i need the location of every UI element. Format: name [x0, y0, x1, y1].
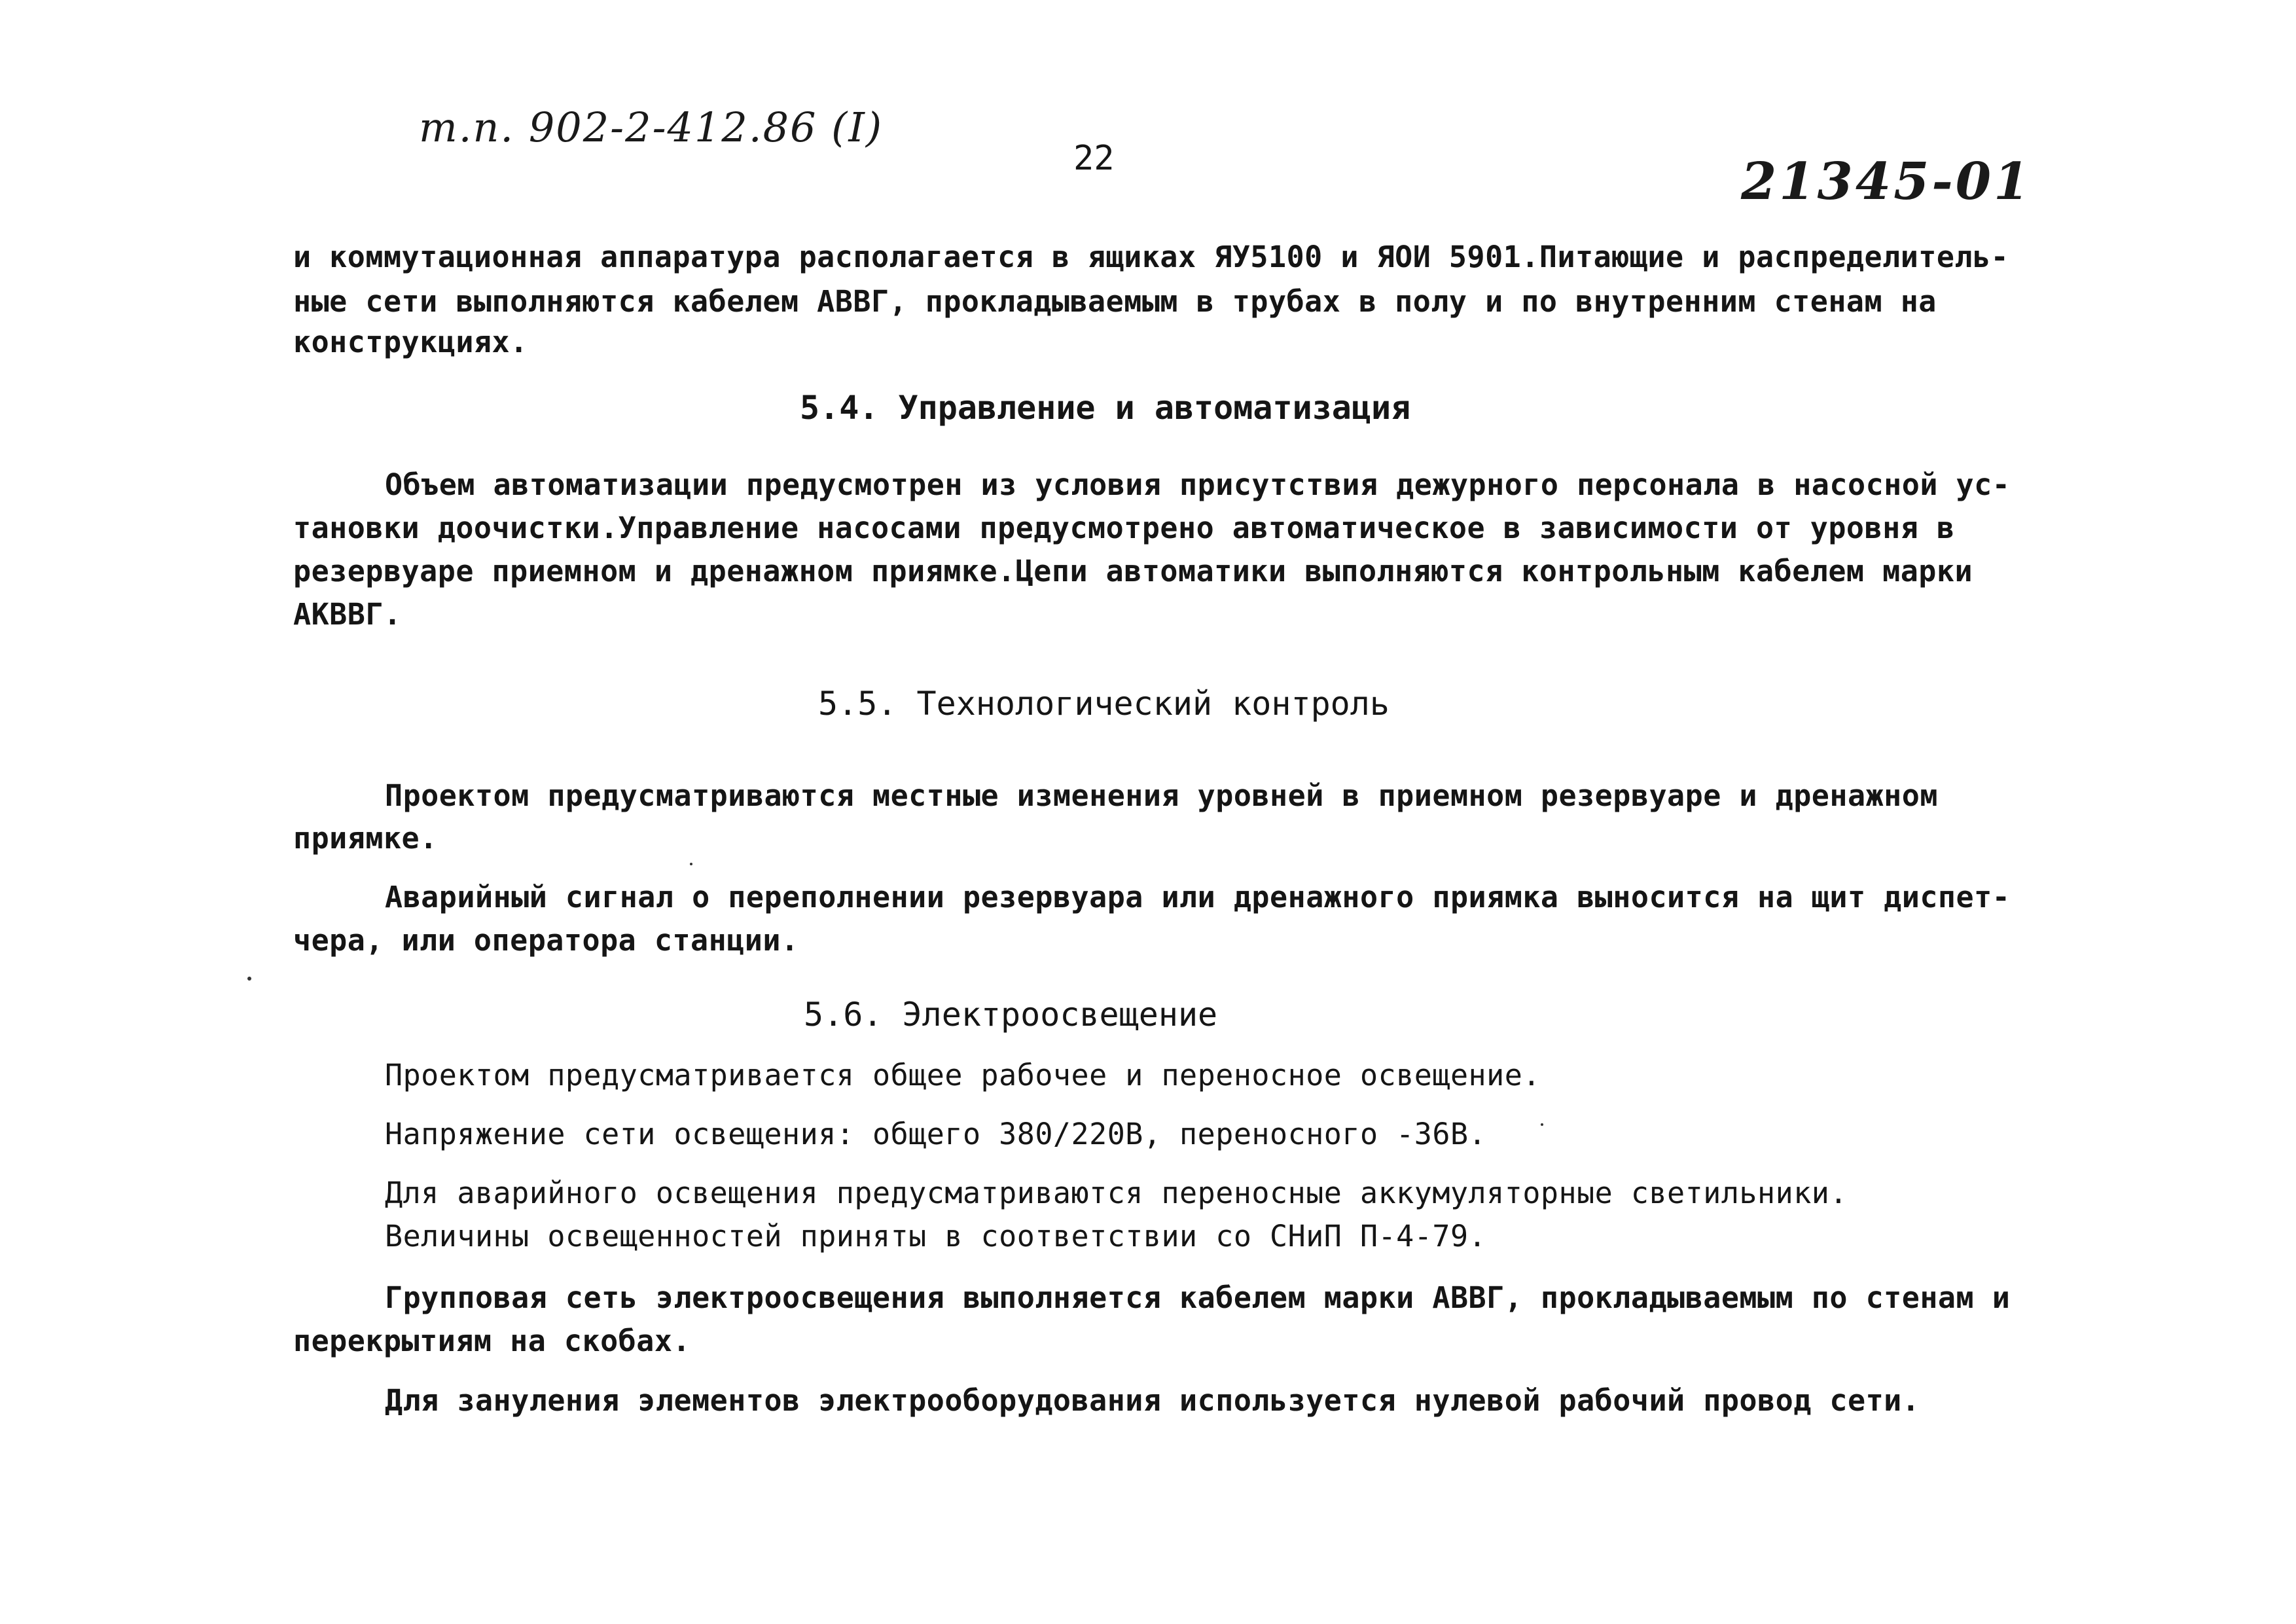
section-5-5-heading: 5.5. Технологический контроль — [818, 685, 1390, 723]
section-5-5-p2-line-1: Аварийный сигнал о переполнении резервуара или дренажного приямка выносится на щит диспет- — [385, 880, 2011, 914]
section-5-4-line-1: Объем автоматизации предусмотрен из условия присутствия дежурного персонала в насосной ус- — [385, 467, 2011, 502]
continuation-line-3: конструкциях. — [293, 325, 528, 359]
section-5-6-group-line-2: перекрытиям на скобах. — [293, 1324, 691, 1358]
section-5-6-group-line-1: Групповая сеть электроосвещения выполняется кабелем марки АВВГ, прокладываемым по стенам и — [385, 1280, 2011, 1315]
page-number: 22 — [1073, 139, 1115, 178]
continuation-line-2: ные сети выполняются кабелем АВВГ, прокладываемым в трубах в полу и по внутренним стенам на — [293, 284, 1937, 319]
section-5-4-line-4: АКВВГ. — [293, 597, 402, 632]
scan-speck — [247, 977, 251, 981]
continuation-line-1: и коммутационная аппаратура располагается в ящиках ЯУ5100 и ЯОИ 5901.Питающие и распределитель- — [293, 240, 2009, 274]
section-5-5-p1-line-1: Проектом предусматриваются местные изменения уровней в приемном резервуаре и дренажном — [385, 778, 1938, 813]
section-5-6-line-2: Напряжение сети освещения: общего 380/220В, переносного -36В. — [385, 1117, 1487, 1151]
scan-speck — [690, 863, 692, 865]
section-5-4-line-3: резервуаре приемном и дренажном приямке.Цепи автоматики выполняются контрольным кабелем марки — [293, 554, 1973, 588]
section-5-6-line-4: Величины освещенностей приняты в соответствии со СНиП П-4-79. — [385, 1219, 1487, 1254]
section-5-6-heading: 5.6. Электроосвещение — [804, 996, 1218, 1034]
section-5-5-p1-line-2: приямке. — [293, 821, 438, 856]
section-5-6-line-1: Проектом предусматривается общее рабочее и переносное освещение. — [385, 1058, 1541, 1092]
section-5-5-p2-line-2: чера, или оператора станции. — [293, 923, 799, 958]
document-code: т.п. 902-2-412.86 (I) — [419, 103, 884, 151]
section-5-4-line-2: тановки доочистки.Управление насосами предусмотрено автоматическое в зависимости от уровня в — [293, 511, 1955, 545]
section-5-4-heading: 5.4. Управление и автоматизация — [800, 389, 1411, 427]
scan-speck — [1541, 1123, 1543, 1126]
sheet-code: 21345-01 — [1741, 152, 2032, 211]
section-5-6-zero-line: Для зануления элементов электрооборудования используется нулевой рабочий провод сети. — [385, 1383, 1920, 1418]
section-5-6-line-3: Для аварийного освещения предусматриваются переносные аккумуляторные светильники. — [385, 1176, 1848, 1210]
